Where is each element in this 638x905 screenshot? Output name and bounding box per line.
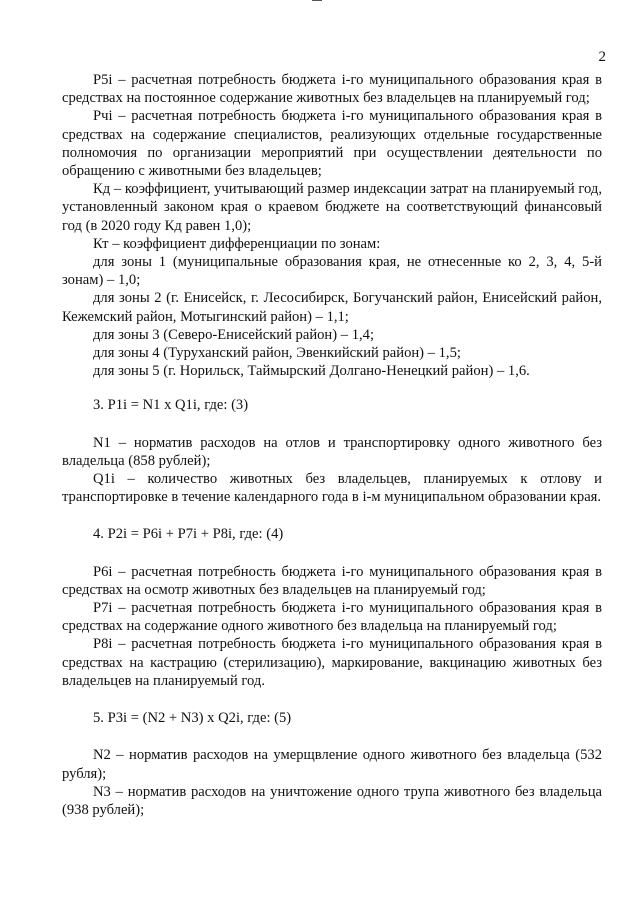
formula-5: 5. P3i = (N2 + N3) x Q2i, где: (5) — [93, 710, 292, 727]
paragraph-kt: Кт – коэффициент дифференциации по зонам: — [93, 235, 381, 252]
page-number: 2 — [598, 49, 606, 65]
paragraph-kd: Кд – коэффициент, учитывающий размер индексации затрат на планируемый год, установленный законом края о краевом бюджете на соответствующий финансовый год (в 2020 году Кд равен 1,0); — [62, 181, 602, 234]
paragraph-p5i: P5i – расчетная потребность бюджета i-го муниципального образования края в средствах на постоянное содержание животных без владельцев на планируемый год; — [62, 72, 602, 107]
paragraph-n2: N2 – норматив расходов на умерщвление одного животного без владельца (532 рубля); — [62, 747, 602, 782]
paragraph-q1i: Q1i – количество животных без владельцев, планируемых к отлову и транспортировке в течение календарного года в i-м муниципальном образовании края. — [62, 471, 602, 506]
formula-3: 3. P1i = N1 x Q1i, где: (3) — [93, 397, 249, 414]
zone-3: для зоны 3 (Северо-Енисейский район) – 1,4; — [93, 326, 374, 343]
zone-1: для зоны 1 (муниципальные образования края, не отнесенные ко 2, 3, 4, 5-й зонам) – 1,0; — [62, 254, 602, 289]
paragraph-p6i: P6i – расчетная потребность бюджета i-го муниципального образования края в средствах на осмотр животных без владельцев на планируемый год; — [62, 563, 602, 598]
zone-5: для зоны 5 (г. Норильск, Таймырский Долгано-Ненецкий район) – 1,6. — [93, 363, 530, 380]
document-body — [62, 71, 602, 819]
zone-4: для зоны 4 (Туруханский район, Эвенкийский район) – 1,5; — [93, 345, 461, 362]
paragraph-p8i: P8i – расчетная потребность бюджета i-го муниципального образования края в средствах на кастрацию (стерилизацию), маркирование, вакцинацию животных без владельцев на планируемый год. — [62, 636, 602, 689]
paragraph-pchi: Рчi – расчетная потребность бюджета i-го муниципального образования края в средствах на содержание специалистов, реализующих отдельные государственные полномочия по организации мероприятий при осуществлении деятельности по обращению с животными без владельцев; — [62, 108, 602, 180]
top-margin-mark — [312, 0, 322, 1]
paragraph-p7i: P7i – расчетная потребность бюджета i-го муниципального образования края в средствах на содержание одного животного без владельца на планируемый год; — [62, 600, 602, 635]
paragraph-n3: N3 – норматив расходов на уничтожение одного трупа животного без владельца (938 рублей); — [62, 783, 602, 818]
paragraph-n1: N1 – норматив расходов на отлов и транспортировку одного животного без владельца (858 рублей); — [62, 434, 602, 469]
formula-4: 4. P2i = P6i + P7i + P8i, где: (4) — [93, 526, 284, 543]
zone-2: для зоны 2 (г. Енисейск, г. Лесосибирск, Богучанский район, Енисейский район, Кежемский район, Мотыгинский район) – 1,1; — [62, 290, 602, 325]
